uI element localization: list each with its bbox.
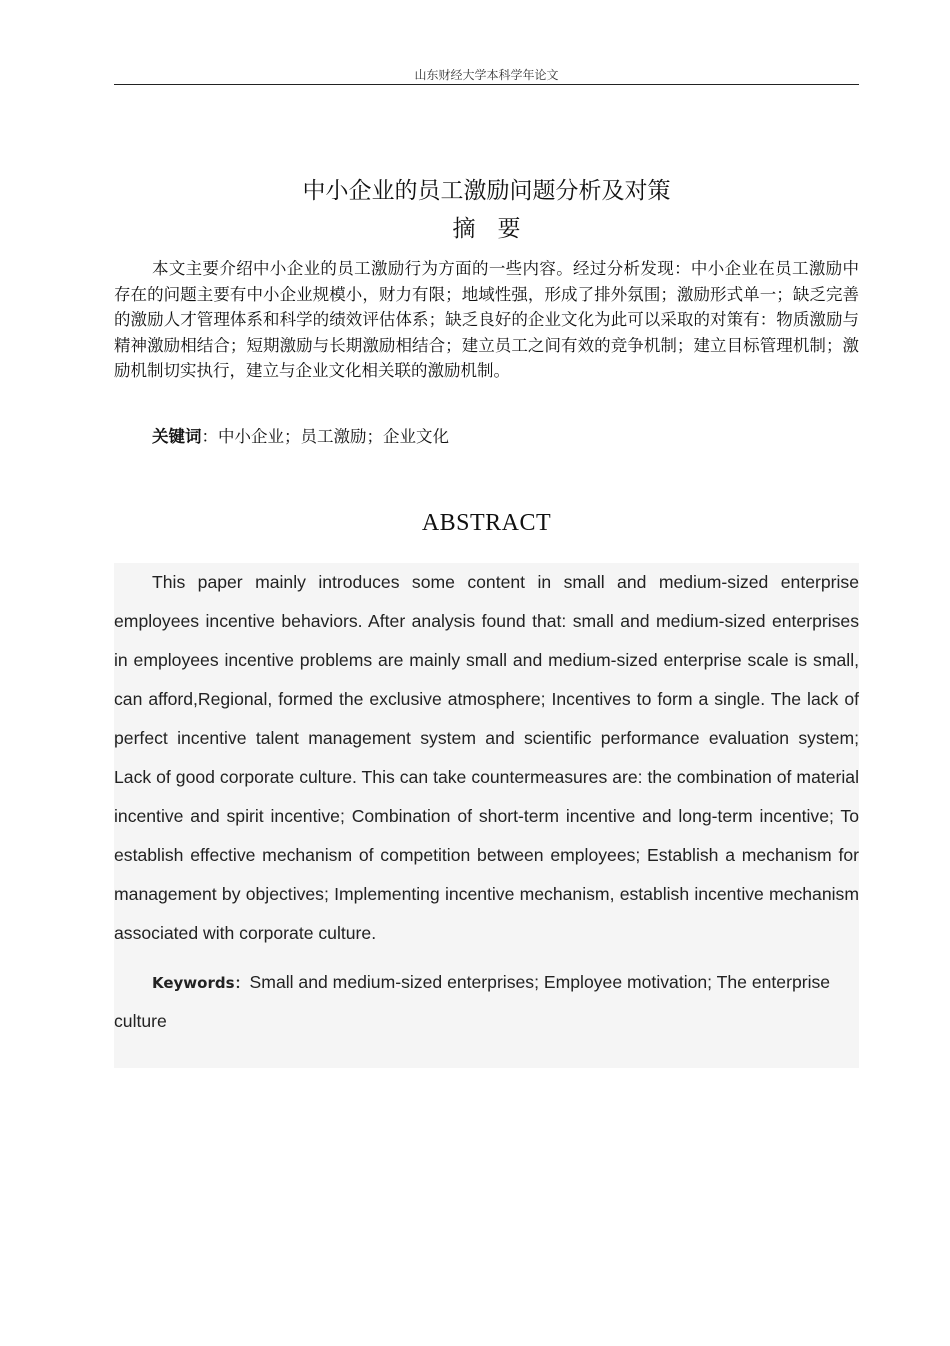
- chinese-abstract-heading: 摘要: [452, 216, 543, 242]
- header-divider: [114, 84, 859, 85]
- chinese-keywords-colon: ：: [201, 427, 218, 446]
- english-keywords: [114, 953, 859, 1040]
- english-abstract-title: ABSTRACT: [421, 510, 552, 536]
- page-header: 山东财经大学本科学年论文: [414, 68, 559, 82]
- chinese-title: 中小企业的员工激励问题分析及对策: [302, 178, 671, 204]
- chinese-keywords-text: 中小企业；员工激励；企业文化: [218, 427, 449, 446]
- english-abstract-body: This paper mainly introduces some content in small and medium-sized enterprise employees incentive behaviors. After analysis found that: small and medium-sized enterprises in employees incentive problems are mainly small and medium-sized enterprise scale is small, can afford,Regional, formed the exclusive atmosphere; Incentives to form a single. The lack of perfect incentive talent management system and scientific performance evaluation system; Lack of good corporate culture. This can take countermeasures are: the combination of material incentive and spirit incentive; Combination of short-term incentive and long-term incentive; To establish effective mechanism of competition between employees; Establish a mechanism for management by objectives; Implementing incentive mechanism, establish incentive mechanism associated with corporate culture.: [114, 572, 859, 943]
- english-abstract-block: [114, 563, 859, 1068]
- chinese-keywords-label: 关键词: [152, 427, 202, 446]
- chinese-keywords: [152, 423, 449, 447]
- english-keywords-text: Small and medium-sized enterprises; Employee motivation; The enterprise culture: [114, 972, 831, 1031]
- chinese-abstract-body: 本文主要介绍中小企业的员工激励行为方面的一些内容。经过分析发现：中小企业在员工激励中存在的问题主要有中小企业规模小，财力有限；地域性强，形成了排外氛围；激励形式单一；缺乏完善的激励人才管理体系和科学的绩效评估体系；缺乏良好的企业文化为此可以采取的对策有：物质激励与精神激励相结合；短期激励与长期激励相结合；建立员工之间有效的竞争机制；建立目标管理机制；激励机制切实执行，建立与企业文化相关联的激励机制。: [114, 259, 859, 380]
- english-keywords-label: Keywords：: [152, 974, 250, 992]
